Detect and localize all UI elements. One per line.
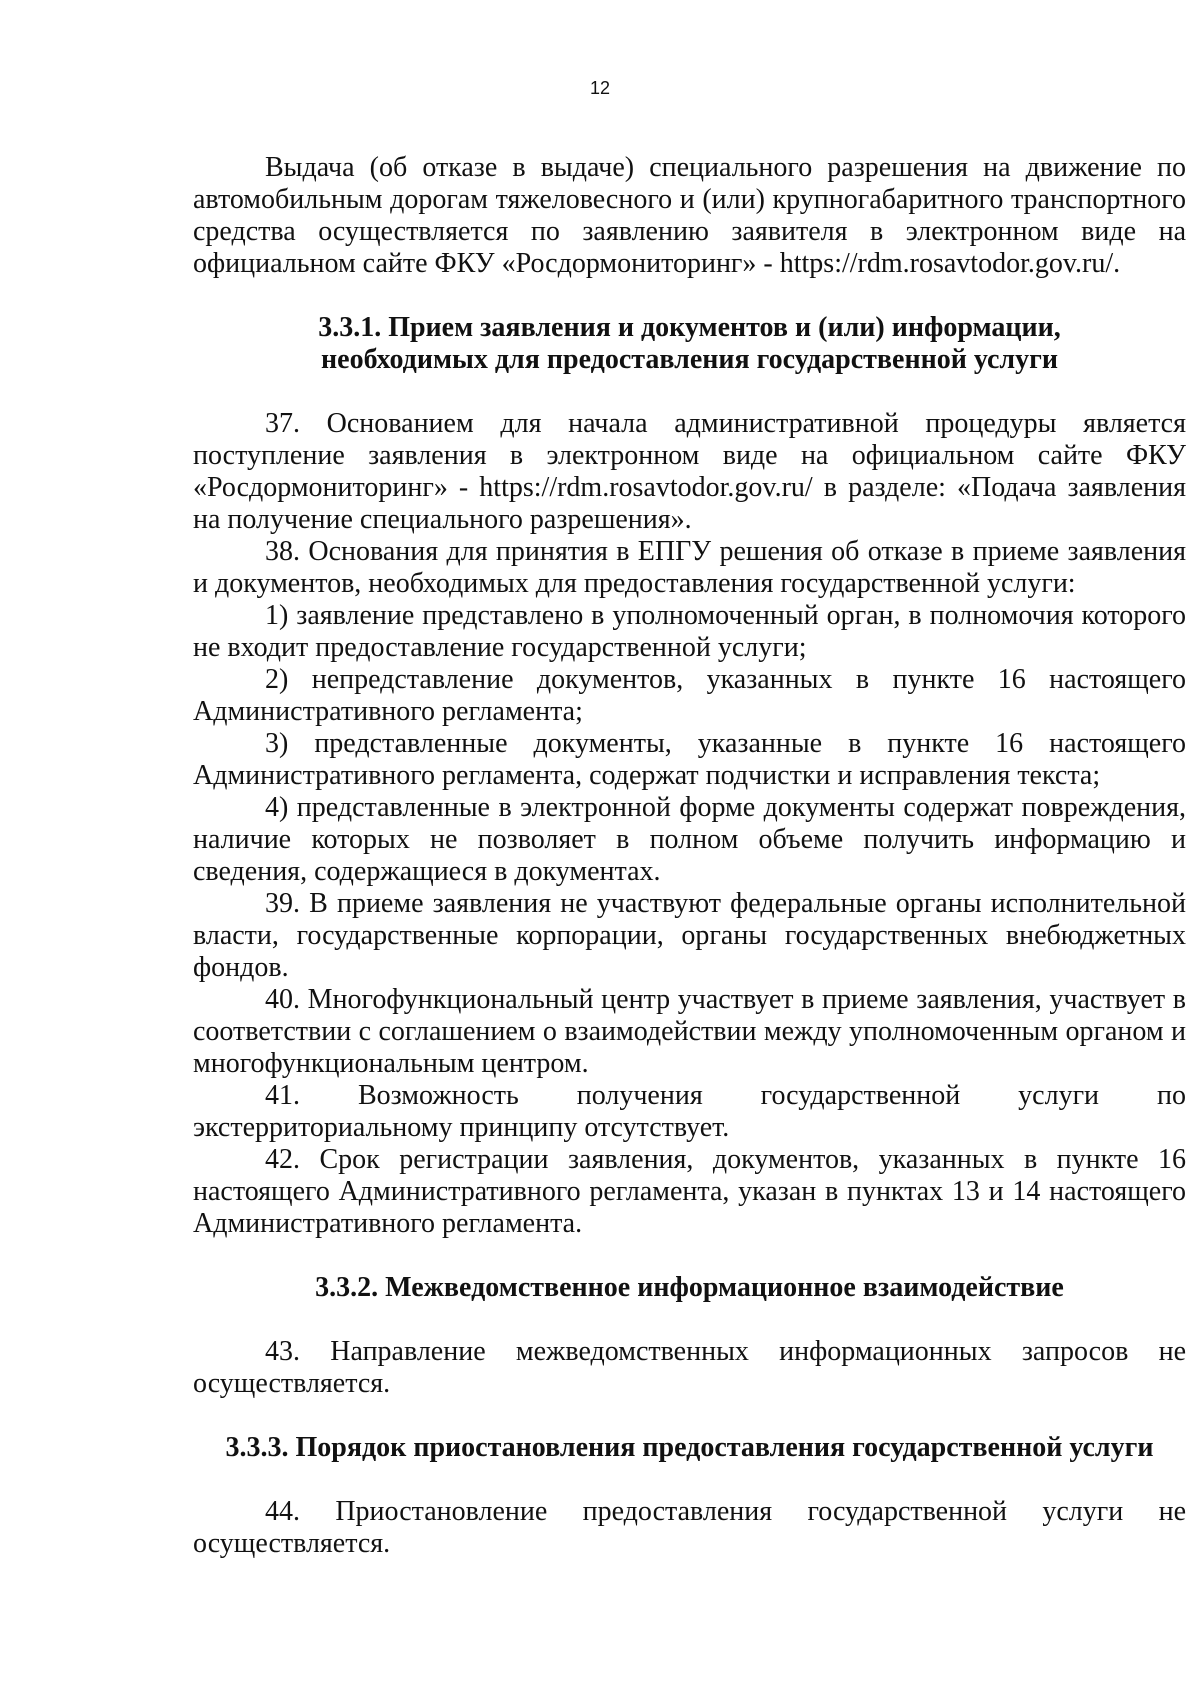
paragraph-38: 38. Основания для принятия в ЕПГУ решения об отказе в приеме заявления и документов, необходимых для предоставления государственной услуги:	[193, 536, 1186, 599]
paragraph-38-item-4: 4) представленные в электронной форме документы содержат повреждения, наличие которых не позволяет в полном объеме получить информацию и сведения, содержащиеся в документах.	[193, 792, 1186, 887]
paragraph-38-item-3: 3) представленные документы, указанные в пункте 16 настоящего Административного регламента, содержат подчистки и исправления текста;	[193, 728, 1186, 791]
paragraph-42: 42. Срок регистрации заявления, документов, указанных в пункте 16 настоящего Административного регламента, указан в пунктах 13 и 14 настоящего Административного регламента.	[193, 1144, 1186, 1239]
paragraph-40: 40. Многофункциональный центр участвует в приеме заявления, участвует в соответствии с соглашением о взаимодействии между уполномоченным органом и многофункциональным центром.	[193, 984, 1186, 1079]
page-number: 12	[589, 78, 611, 98]
document-body	[193, 152, 1186, 1560]
section-heading-3-3-2: 3.3.2. Межведомственное информационное взаимодействие	[315, 1272, 1064, 1303]
paragraph-38-item-2: 2) непредставление документов, указанных в пункте 16 настоящего Административного регламента;	[193, 664, 1186, 727]
paragraph-39: 39. В приеме заявления не участвуют федеральные органы исполнительной власти, государственные корпорации, органы государственных внебюджетных фондов.	[193, 888, 1186, 983]
paragraph-43: 43. Направление межведомственных информационных запросов не осуществляется.	[193, 1336, 1186, 1399]
paragraph-41: 41. Возможность получения государственной услуги по экстерриториальному принципу отсутствует.	[193, 1080, 1186, 1143]
paragraph-44: 44. Приостановление предоставления государственной услуги не осуществляется.	[193, 1496, 1186, 1559]
section-heading-3-3-3: 3.3.3. Порядок приостановления предоставления государственной услуги	[225, 1432, 1154, 1463]
paragraph-38-item-1: 1) заявление представлено в уполномоченный орган, в полномочия которого не входит предоставление государственной услуги;	[193, 600, 1186, 663]
paragraph-37: 37. Основанием для начала административной процедуры является поступление заявления в электронном виде на официальном сайте ФКУ «Росдормониторинг» - https://rdm.rosavtodor.gov.ru/ в разделе: «Подача заявления на получение специального разрешения».	[193, 408, 1186, 535]
paragraph-intro: Выдача (об отказе в выдаче) специального разрешения на движение по автомобильным дорогам тяжеловесного и (или) крупногабаритного транспортного средства осуществляется по заявлению заявителя в электронном виде на официальном сайте ФКУ «Росдормониторинг» - https://rdm.rosavtodor.gov.ru/.	[193, 152, 1186, 279]
section-heading-3-3-1: 3.3.1. Прием заявления и документов и (или) информации, необходимых для предоставления государственной услуги	[318, 312, 1061, 375]
